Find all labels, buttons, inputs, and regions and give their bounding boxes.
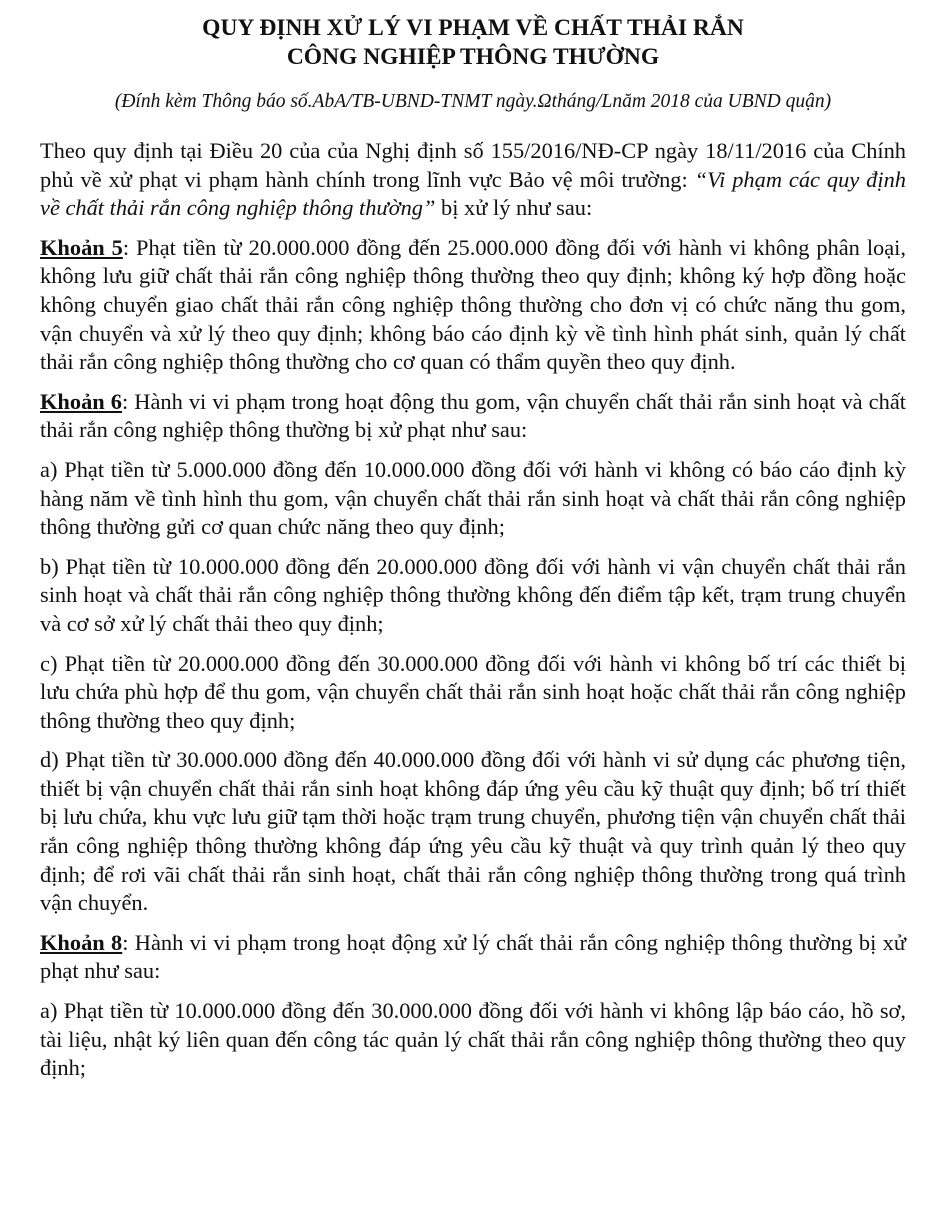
- khoan8-label: Khoản 8: [40, 929, 123, 955]
- attachment-note: (Đính kèm Thông báo số.AbA/TB-UBND-TNMT ngày.Ωtháng/Lnăm 2018 của UBND quận): [114, 91, 832, 112]
- khoan6-label: Khoản 6: [40, 388, 122, 414]
- document-page: [40, 14, 906, 1094]
- intro-paragraph: [40, 137, 906, 223]
- khoan6-item-b: b) Phạt tiền từ 10.000.000 đồng đến 20.000.000 đồng đối với hành vi vận chuyển chất thải rắn sinh hoạt và chất thải rắn công nghiệp thông thường không đến điểm tập kết, trạm trung chuyển và cơ sở xử lý chất thải theo quy định;: [40, 553, 906, 636]
- khoan6-item-a: a) Phạt tiền từ 5.000.000 đồng đến 10.000.000 đồng đối với hành vi không có báo cáo định kỳ hàng năm về tình hình thu gom, vận chuyển chất thải rắn sinh hoạt và chất thải rắn công nghiệp thông thường gửi cơ quan chức năng theo quy định;: [40, 456, 906, 540]
- khoan5-label: Khoản 5: [40, 234, 123, 260]
- document-title: [40, 14, 906, 72]
- intro-lead: Theo quy định tại Điều 20 của của Nghị định số 155/2016/NĐ-CP ngày 18/11/2016 của Chính phủ về xử phạt vi phạm hành chính trong lĩnh vực Bảo vệ môi trường:: [40, 138, 906, 192]
- khoan6-paragraph: [40, 388, 906, 445]
- intro-quote: “Vi phạm các quy định về chất thải rắn công nghiệp thông thường”: [40, 166, 906, 221]
- khoan6-text: : Hành vi vi phạm trong hoạt động thu gom, vận chuyển chất thải rắn sinh hoạt và chất thải rắn công nghiệp thông thường bị xử phạt như sau:: [40, 388, 906, 443]
- intro-tail: bị xử lý như sau:: [435, 195, 593, 221]
- khoan5-paragraph: [40, 234, 906, 377]
- title-line-2: CÔNG NGHIỆP THÔNG THƯỜNG: [286, 44, 660, 70]
- khoan8-text: : Hành vi vi phạm trong hoạt động xử lý chất thải rắn công nghiệp thông thường bị xử phạt như sau:: [40, 929, 906, 984]
- khoan5-text: : Phạt tiền từ 20.000.000 đồng đến 25.000.000 đồng đối với hành vi không phân loại, không lưu giữ chất thải rắn công nghiệp thông thường theo quy định; không ký hợp đồng hoặc không chuyển giao chất thải rắn công nghiệp thông thường cho đơn vị có chức năng thu gom, vận chuyển và xử lý theo quy định; không báo cáo định kỳ về tình hình phát sinh, quản lý chất thải rắn công nghiệp thông thường cho cơ quan có thẩm quyền theo quy định.: [40, 234, 907, 375]
- khoan8-item-a: a) Phạt tiền từ 10.000.000 đồng đến 30.000.000 đồng đối với hành vi không lập báo cáo, hồ sơ, tài liệu, nhật ký liên quan đến công tác quản lý chất thải rắn công nghiệp thông thường theo quy định;: [40, 998, 906, 1081]
- title-line-1: QUY ĐỊNH XỬ LÝ VI PHẠM VỀ CHẤT THẢI RẮN: [202, 15, 744, 41]
- khoan6-item-c: c) Phạt tiền từ 20.000.000 đồng đến 30.000.000 đồng đối với hành vi không bố trí các thiết bị lưu chứa phù hợp để thu gom, vận chuyển chất thải rắn sinh hoạt hoặc chất thải rắn công nghiệp thông thường theo quy định;: [40, 650, 906, 733]
- khoan8-paragraph: [40, 929, 906, 986]
- khoan6-item-d: d) Phạt tiền từ 30.000.000 đồng đến 40.000.000 đồng đối với hành vi sử dụng các phương tiện, thiết bị vận chuyển chất thải rắn sinh hoạt không đáp ứng yêu cầu kỹ thuật quy định; bố trí thiết bị lưu chứa, khu vực lưu giữ tạm thời hoặc trạm trung chuyển, phương tiện vận chuyển chất thải rắn công nghiệp thông thường không đáp ứng yêu cầu kỹ thuật và quy trình quản lý theo quy định; để rơi vãi chất thải rắn sinh hoạt, chất thải rắn công nghiệp thông thường trong quá trình vận chuyển.: [40, 747, 906, 916]
